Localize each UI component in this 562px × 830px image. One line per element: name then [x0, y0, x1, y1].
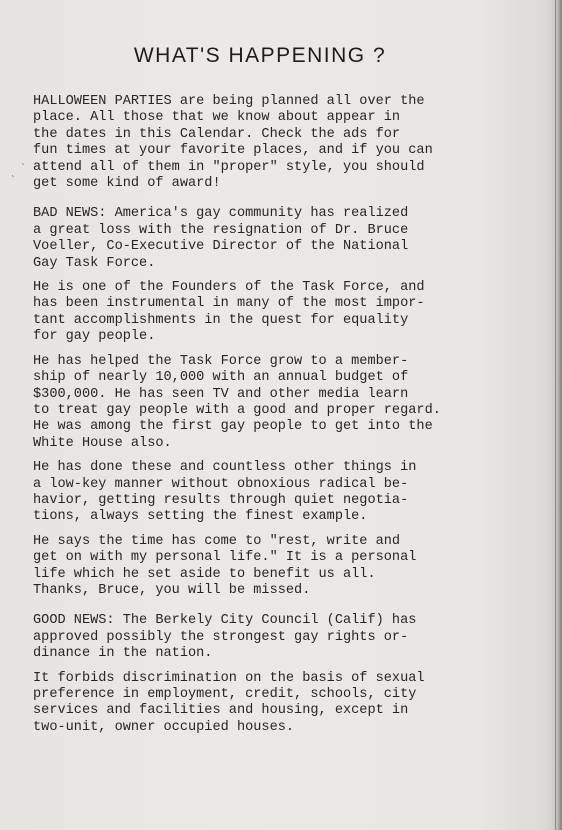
paragraph-founders: He is one of the Founders of the Task Force, and has been instrumental in many of the most impor- tant accomplishments in the quest for equality for gay people.: [33, 280, 425, 345]
paragraph-low-key: He has done these and countless other things in a low-key manner without obnoxious radical be- havior, getting results through quiet negotia- tions, always setting the finest example.: [33, 460, 417, 525]
paragraph-good-news: GOOD NEWS: The Berkely City Council (Calif) has approved possibly the strongest gay rights or- dinance in the nation.: [33, 613, 417, 662]
paragraph-membership: He has helped the Task Force grow to a member- ship of nearly 10,000 with an annual budget of $300,000. He has seen TV and other media learn to treat gay people with a good and proper regard. He was among the first gay people to get into the White House also.: [33, 353, 441, 451]
page-edge-shadow: [552, 0, 562, 830]
page-edge-line: [555, 0, 556, 830]
paragraph-farewell: He says the time has come to "rest, write and get on with my personal life." It is a personal life which he set aside to benefit us all. Thanks, Bruce, you will be missed.: [33, 533, 417, 598]
stray-mark: ˎ: [21, 156, 26, 166]
paragraph-halloween: HALLOWEEN PARTIES are being planned all over the place. All those that we know about appear in the dates in this Calendar. Check the ads for fun times at your favorite places, and if you can attend all of them in "proper" style, you should get some kind of award!: [33, 94, 433, 192]
paragraph-bad-news: BAD NEWS: America's gay community has realized a great loss with the resignation of Dr. Bruce Voeller, Co-Executive Director of the National Gay Task Force.: [33, 206, 409, 271]
page-title: WHAT'S HAPPENING ?: [133, 44, 387, 67]
paragraph-ordinance: It forbids discrimination on the basis of sexual preference in employment, credit, schools, city services and facilities and housing, except in two-unit, owner occupied houses.: [33, 670, 425, 735]
article-body: [33, 94, 533, 744]
stray-mark: ˎ: [11, 168, 16, 178]
